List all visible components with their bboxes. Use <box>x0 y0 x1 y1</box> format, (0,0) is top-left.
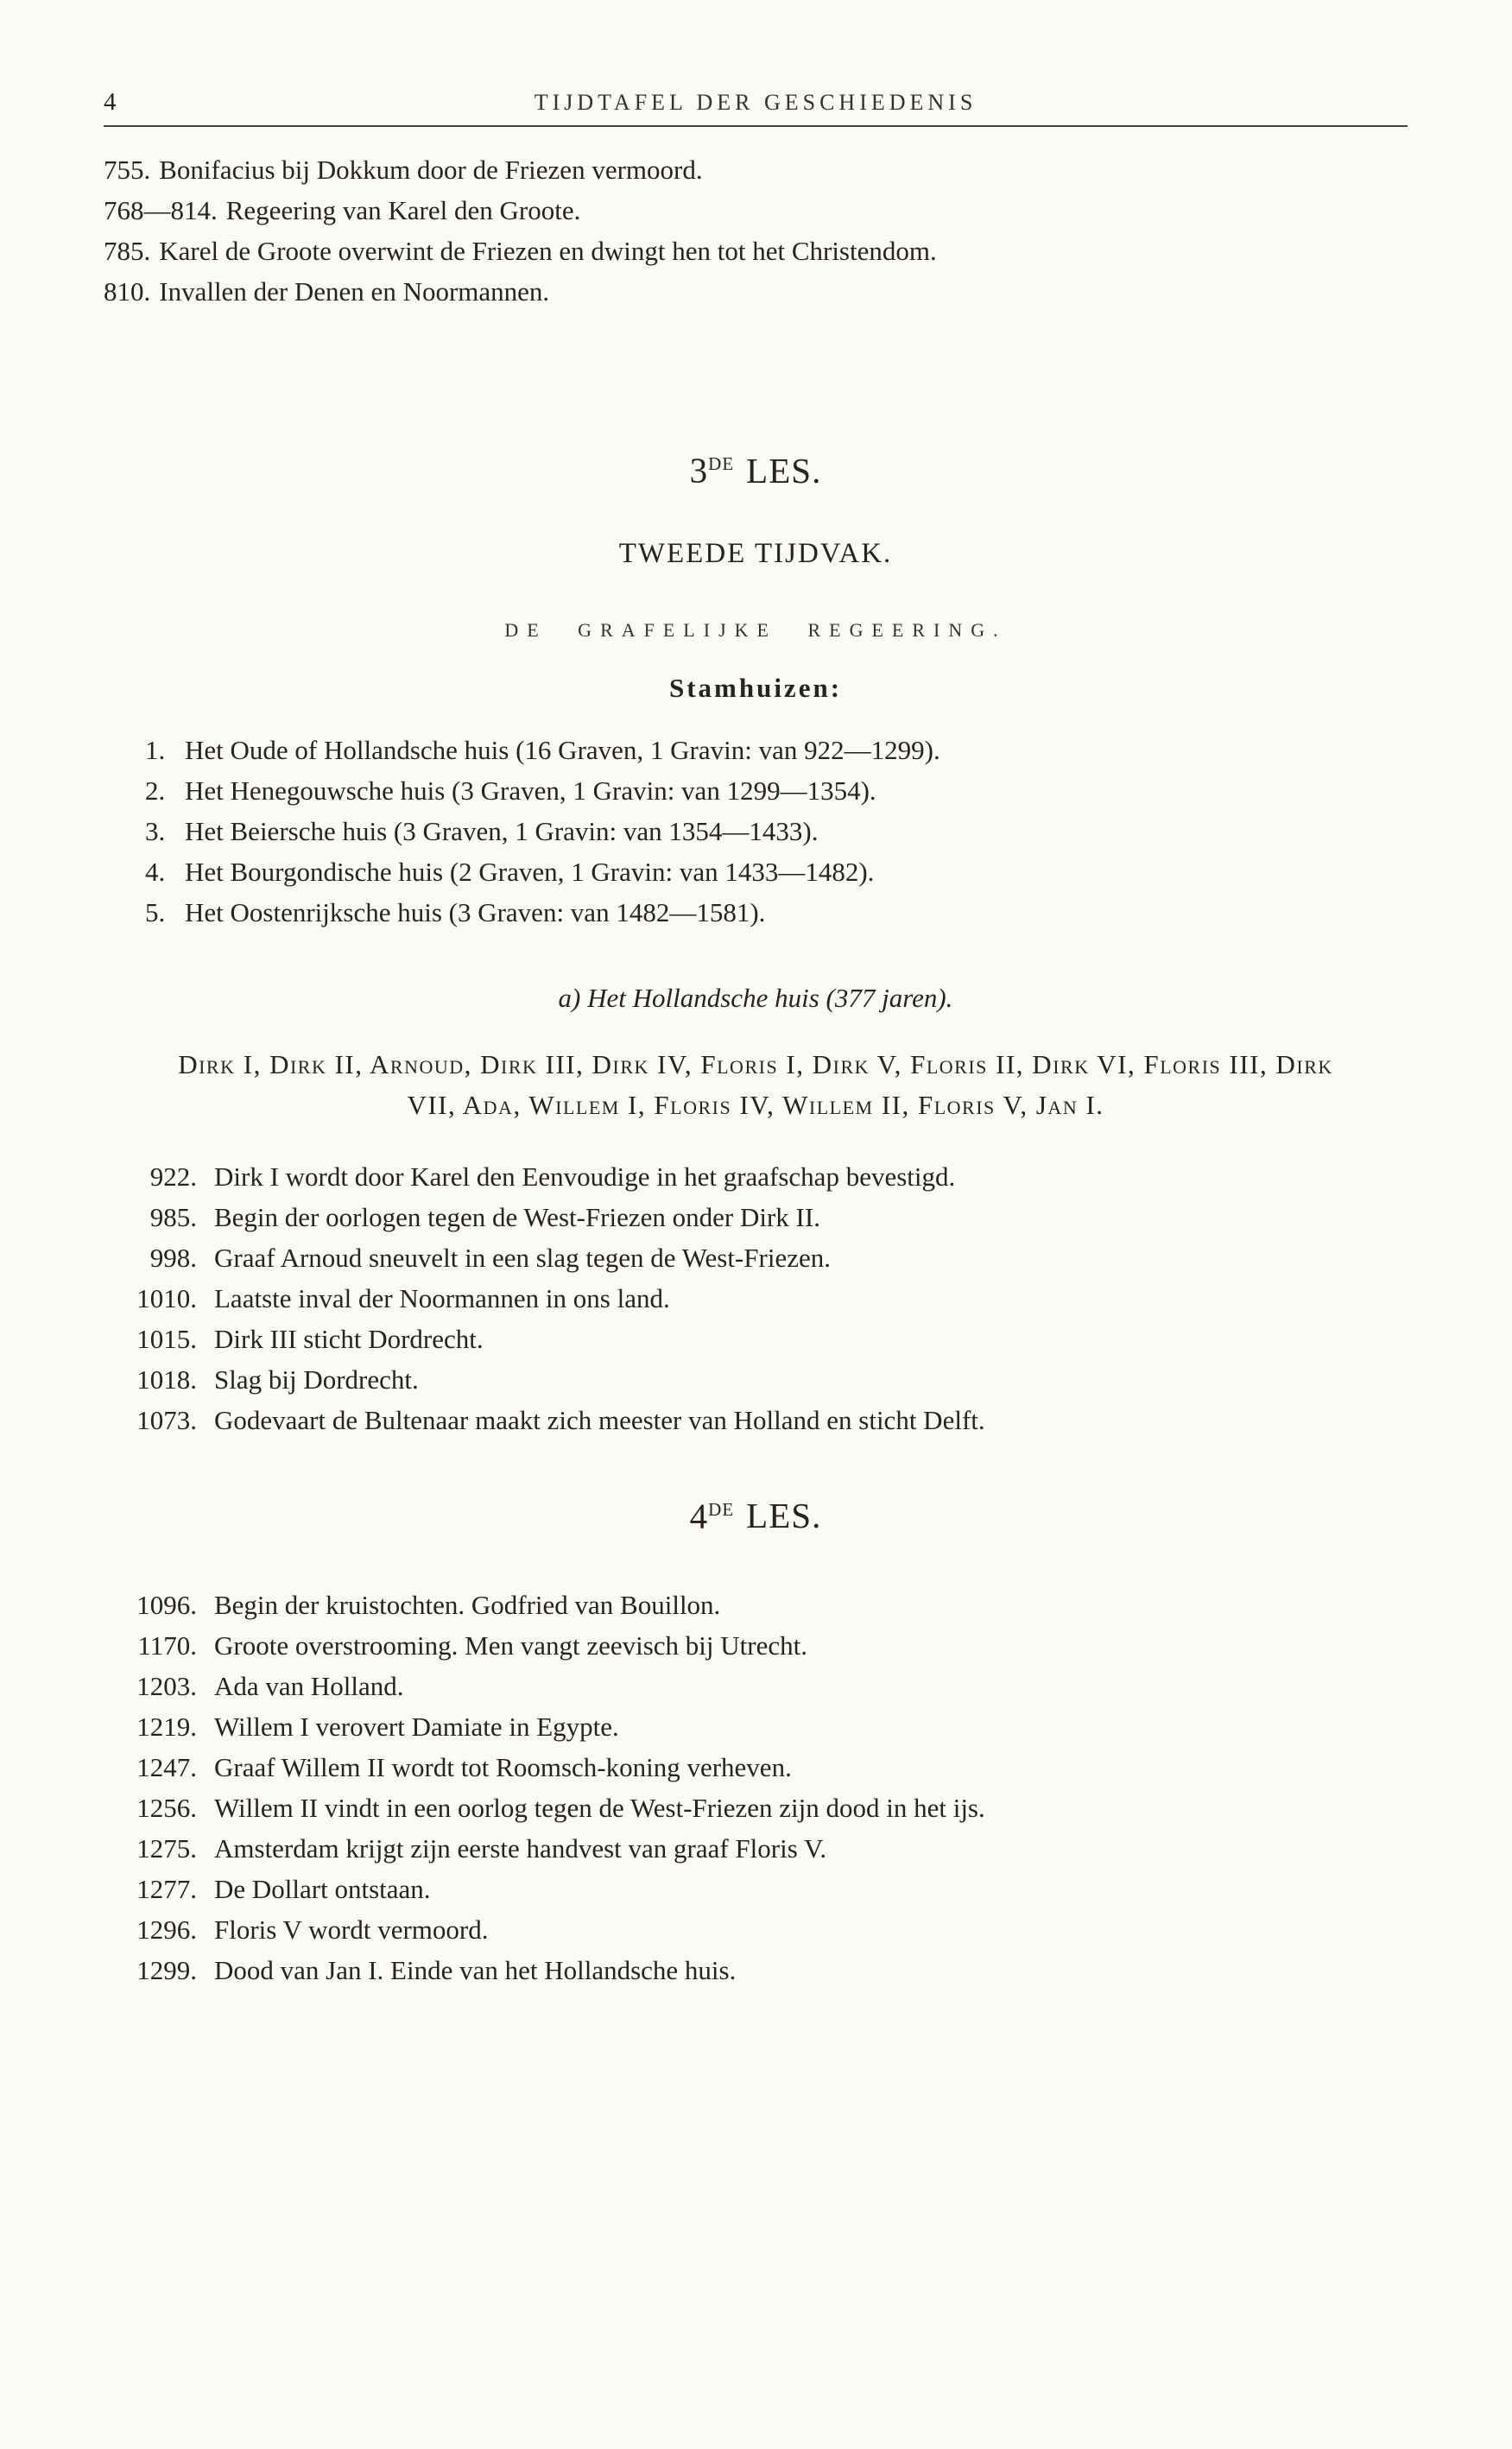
entry-text: Dirk III sticht Dordrecht. <box>214 1323 484 1354</box>
stamhuizen-item-text: Het Henegouwsche huis (3 Graven, 1 Gravin: van 1299—1354). <box>185 775 876 806</box>
entry-year: 785. <box>104 236 151 266</box>
stamhuizen-item-number: 1. <box>145 734 166 765</box>
stamhuizen-list <box>104 730 1408 933</box>
timeline-entry <box>104 271 1408 312</box>
timeline-entry <box>104 1747 1408 1788</box>
entry-year: 985. <box>149 1201 197 1232</box>
entry-year: 810. <box>104 276 151 307</box>
entry-year: 1203. <box>136 1671 197 1702</box>
entry-text: Amsterdam krijgt zijn eerste handvest van graaf Floris V. <box>214 1833 827 1864</box>
page-header <box>104 82 1408 115</box>
entry-year: 922. <box>149 1161 197 1192</box>
timeline-entry <box>104 1869 1408 1909</box>
stamhuizen-item-number: 4. <box>145 856 166 887</box>
page-number: 4 <box>104 88 117 116</box>
entry-year: 1256. <box>136 1793 197 1824</box>
timeline-entry <box>104 1788 1408 1828</box>
les4-number: 4 <box>689 1496 709 1536</box>
timeline-entry <box>104 1237 1408 1278</box>
timeline-entry <box>104 1197 1408 1237</box>
entry-text: Willem II vindt in een oorlog tegen de West-Friezen zijn dood in het ijs. <box>214 1793 985 1824</box>
entry-year: 1247. <box>136 1752 197 1783</box>
entry-text: Laatste inval der Noormannen in ons land. <box>214 1282 670 1313</box>
tijdvak-heading: TWEEDE TIJDVAK. <box>618 537 893 569</box>
entry-year: 1073. <box>136 1404 197 1435</box>
entry-year: 998. <box>149 1242 197 1273</box>
entry-text: Godevaart de Bultenaar maakt zich meester van Holland en sticht Delft. <box>214 1404 985 1435</box>
les3-number: 3 <box>689 450 709 490</box>
entry-text: Begin der oorlogen tegen de West-Friezen onder Dirk II. <box>214 1201 820 1232</box>
entry-year: 1010. <box>136 1282 197 1313</box>
running-title: TIJDTAFEL DER GESCHIEDENIS <box>534 90 977 115</box>
header-rule <box>104 125 1408 127</box>
les3-word: LES. <box>746 450 822 490</box>
entry-year: 1170. <box>137 1630 197 1661</box>
stamhuizen-item-text: Het Oostenrijksche huis (3 Graven: van 1482—1581). <box>185 896 766 927</box>
timeline-entry <box>104 1278 1408 1319</box>
entry-text: Graaf Willem II wordt tot Roomsch-koning verheven. <box>214 1752 792 1783</box>
timeline-entry <box>104 1359 1408 1400</box>
timeline-entry <box>104 1666 1408 1706</box>
intro-timeline <box>104 149 1408 312</box>
stamhuizen-item <box>145 730 1408 770</box>
entry-text: Regeering van Karel den Groote. <box>225 195 581 225</box>
entry-year: 1299. <box>136 1955 197 1986</box>
timeline-entry <box>104 1585 1408 1625</box>
entry-text: Willem I verovert Damiate in Egypte. <box>214 1712 619 1743</box>
entry-year: 1219. <box>136 1712 197 1743</box>
stamhuizen-item <box>145 851 1408 892</box>
entry-year: 1275. <box>136 1833 197 1864</box>
timeline-entry <box>104 149 1408 190</box>
entry-text: Dirk I wordt door Karel den Eenvoudige in het graafschap bevestigd. <box>214 1161 956 1192</box>
entry-text: Groote overstrooming. Men vangt zeevisch bij Utrecht. <box>214 1630 807 1661</box>
timeline-entry <box>104 1828 1408 1869</box>
entry-text: Floris V wordt vermoord. <box>214 1914 489 1946</box>
stamhuizen-item-number: 3. <box>145 815 166 846</box>
entry-text: Slag bij Dordrecht. <box>214 1364 419 1395</box>
entry-text: De Dollart ontstaan. <box>214 1874 431 1905</box>
stamhuizen-item <box>145 892 1408 933</box>
entry-year: 1018. <box>136 1364 197 1395</box>
les4-timeline <box>104 1585 1408 1990</box>
entry-year: 1296. <box>136 1914 197 1946</box>
les3-heading <box>104 440 1408 495</box>
stamhuizen-item-text: Het Bourgondische huis (2 Graven, 1 Gravin: van 1433—1482). <box>185 856 875 887</box>
timeline-entry <box>104 1909 1408 1950</box>
entry-year: 1277. <box>136 1874 197 1905</box>
counts-names: Dirk I, Dirk II, Arnoud, Dirk III, Dirk IV, Floris I, Dirk V, Floris II, Dirk VI, Floris III, Dirk VII, Ada, Willem I, Floris IV, Willem II, Floris V, Jan I. <box>178 1048 1333 1120</box>
les4-ordinal: DE <box>708 1498 735 1520</box>
section-a-heading: a) Het Hollandsche huis (377 jaren). <box>558 982 953 1013</box>
timeline-entry <box>104 190 1408 231</box>
stamhuizen-item <box>145 770 1408 811</box>
stamhuizen-item-text: Het Beiersche huis (3 Graven, 1 Gravin: van 1354—1433). <box>185 815 819 846</box>
entry-text: Karel de Groote overwint de Friezen en dwingt hen tot het Christendom. <box>159 236 937 266</box>
entry-text: Ada van Holland. <box>214 1671 404 1702</box>
entry-text: Graaf Arnoud sneuvelt in een slag tegen de West-Friezen. <box>214 1242 831 1273</box>
stamhuizen-item-number: 5. <box>145 896 166 927</box>
timeline-entry <box>104 1319 1408 1359</box>
les4-word: LES. <box>746 1496 822 1536</box>
timeline-entry <box>104 1950 1408 1990</box>
timeline-entry <box>104 1625 1408 1666</box>
stamhuizen-item-text: Het Oude of Hollandsche huis (16 Graven, 1 Gravin: van 922—1299). <box>185 734 940 765</box>
entry-year: 1015. <box>136 1323 197 1354</box>
stamhuizen-item <box>145 811 1408 851</box>
timeline-entry <box>104 1706 1408 1747</box>
entry-year: 1096. <box>136 1590 197 1621</box>
entry-text: Bonifacius bij Dokkum door de Friezen vermoord. <box>159 155 703 185</box>
timeline-entry <box>104 1156 1408 1197</box>
entry-text: Invallen der Denen en Noormannen. <box>159 276 550 307</box>
les3-ordinal: DE <box>708 453 735 474</box>
les3-timeline <box>104 1156 1408 1440</box>
regeering-heading: DE GRAFELIJKE REGEERING. <box>504 618 1007 641</box>
entry-text: Dood van Jan I. Einde van het Hollandsche huis. <box>214 1955 737 1986</box>
les4-heading <box>104 1485 1408 1541</box>
timeline-entry <box>104 231 1408 271</box>
entry-year: 755. <box>104 155 151 185</box>
timeline-entry <box>104 1400 1408 1440</box>
entry-text: Begin der kruistochten. Godfried van Bouillon. <box>214 1590 721 1621</box>
stamhuizen-heading: Stamhuizen: <box>668 672 843 703</box>
entry-year: 768—814. <box>104 195 218 225</box>
stamhuizen-item-number: 2. <box>145 775 166 806</box>
